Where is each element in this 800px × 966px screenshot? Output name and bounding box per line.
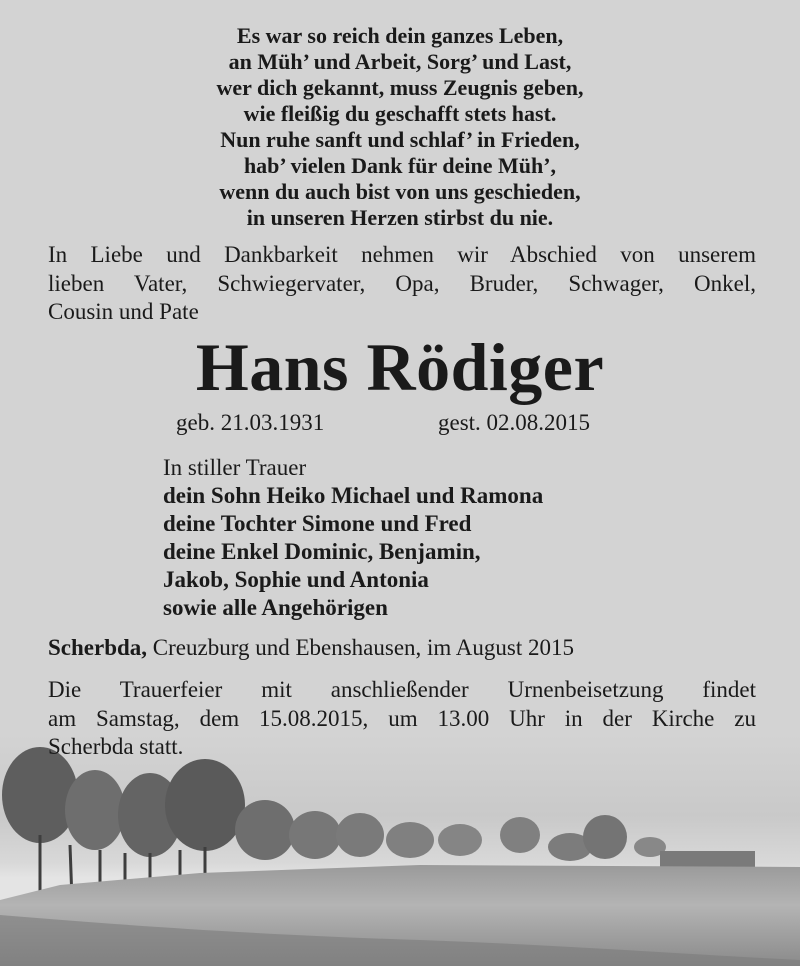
mourner-line: dein Sohn Heiko Michael und Ramona bbox=[163, 483, 544, 508]
intro-line: Cousin und Pate bbox=[48, 299, 199, 324]
funeral-info bbox=[48, 676, 756, 762]
poem-line: an Müh’ und Arbeit, Sorg’ und Last, bbox=[228, 49, 572, 74]
poem-line: wenn du auch bist von uns geschieden, bbox=[219, 179, 581, 204]
poem-line: Es war so reich dein ganzes Leben, bbox=[236, 23, 564, 48]
poem bbox=[0, 23, 800, 231]
poem-line: Nun ruhe sanft und schlaf’ in Frieden, bbox=[220, 127, 580, 152]
poem-line: in unseren Herzen stirbst du nie. bbox=[246, 205, 554, 230]
intro-line: lieben Vater, Schwiegervater, Opa, Bruder, Schwager, Onkel, bbox=[48, 270, 756, 296]
mourner-line: deine Enkel Dominic, Benjamin, bbox=[163, 539, 481, 564]
place-town: Scherbda, bbox=[48, 635, 148, 660]
death-date: gest. 02.08.2015 bbox=[438, 410, 591, 435]
landscape-photo bbox=[0, 735, 800, 966]
mourner-line: Jakob, Sophie und Antonia bbox=[163, 567, 429, 592]
funeral-line: am Samstag, dem 15.08.2015, um 13.00 Uhr in der Kirche zu bbox=[48, 705, 756, 731]
poem-line: hab’ vielen Dank für deine Müh’, bbox=[243, 153, 557, 178]
mourners-heading: In stiller Trauer bbox=[163, 455, 307, 480]
farm-building bbox=[660, 851, 755, 867]
funeral-line: Die Trauerfeier mit anschließender Urnenbeisetzung findet bbox=[48, 677, 756, 702]
deceased-name: Hans Rödiger bbox=[195, 329, 605, 405]
funeral-line: Scherbda statt. bbox=[48, 734, 184, 759]
place-rest: Creuzburg und Ebenshausen, im August 2015 bbox=[147, 635, 574, 660]
poem-line: wer dich gekannt, muss Zeugnis geben, bbox=[216, 75, 584, 100]
mourner-line: sowie alle Angehörigen bbox=[163, 595, 388, 620]
place-date-line bbox=[48, 633, 574, 663]
intro-line: In Liebe und Dankbarkeit nehmen wir Abschied von unserem bbox=[48, 242, 756, 267]
mourners-list bbox=[163, 454, 543, 622]
mourner-line: deine Tochter Simone und Fred bbox=[163, 511, 472, 536]
poem-line: wie fleißig du geschafft stets hast. bbox=[243, 101, 557, 126]
farewell-intro bbox=[48, 241, 756, 327]
birth-date: geb. 21.03.1931 bbox=[176, 410, 325, 435]
